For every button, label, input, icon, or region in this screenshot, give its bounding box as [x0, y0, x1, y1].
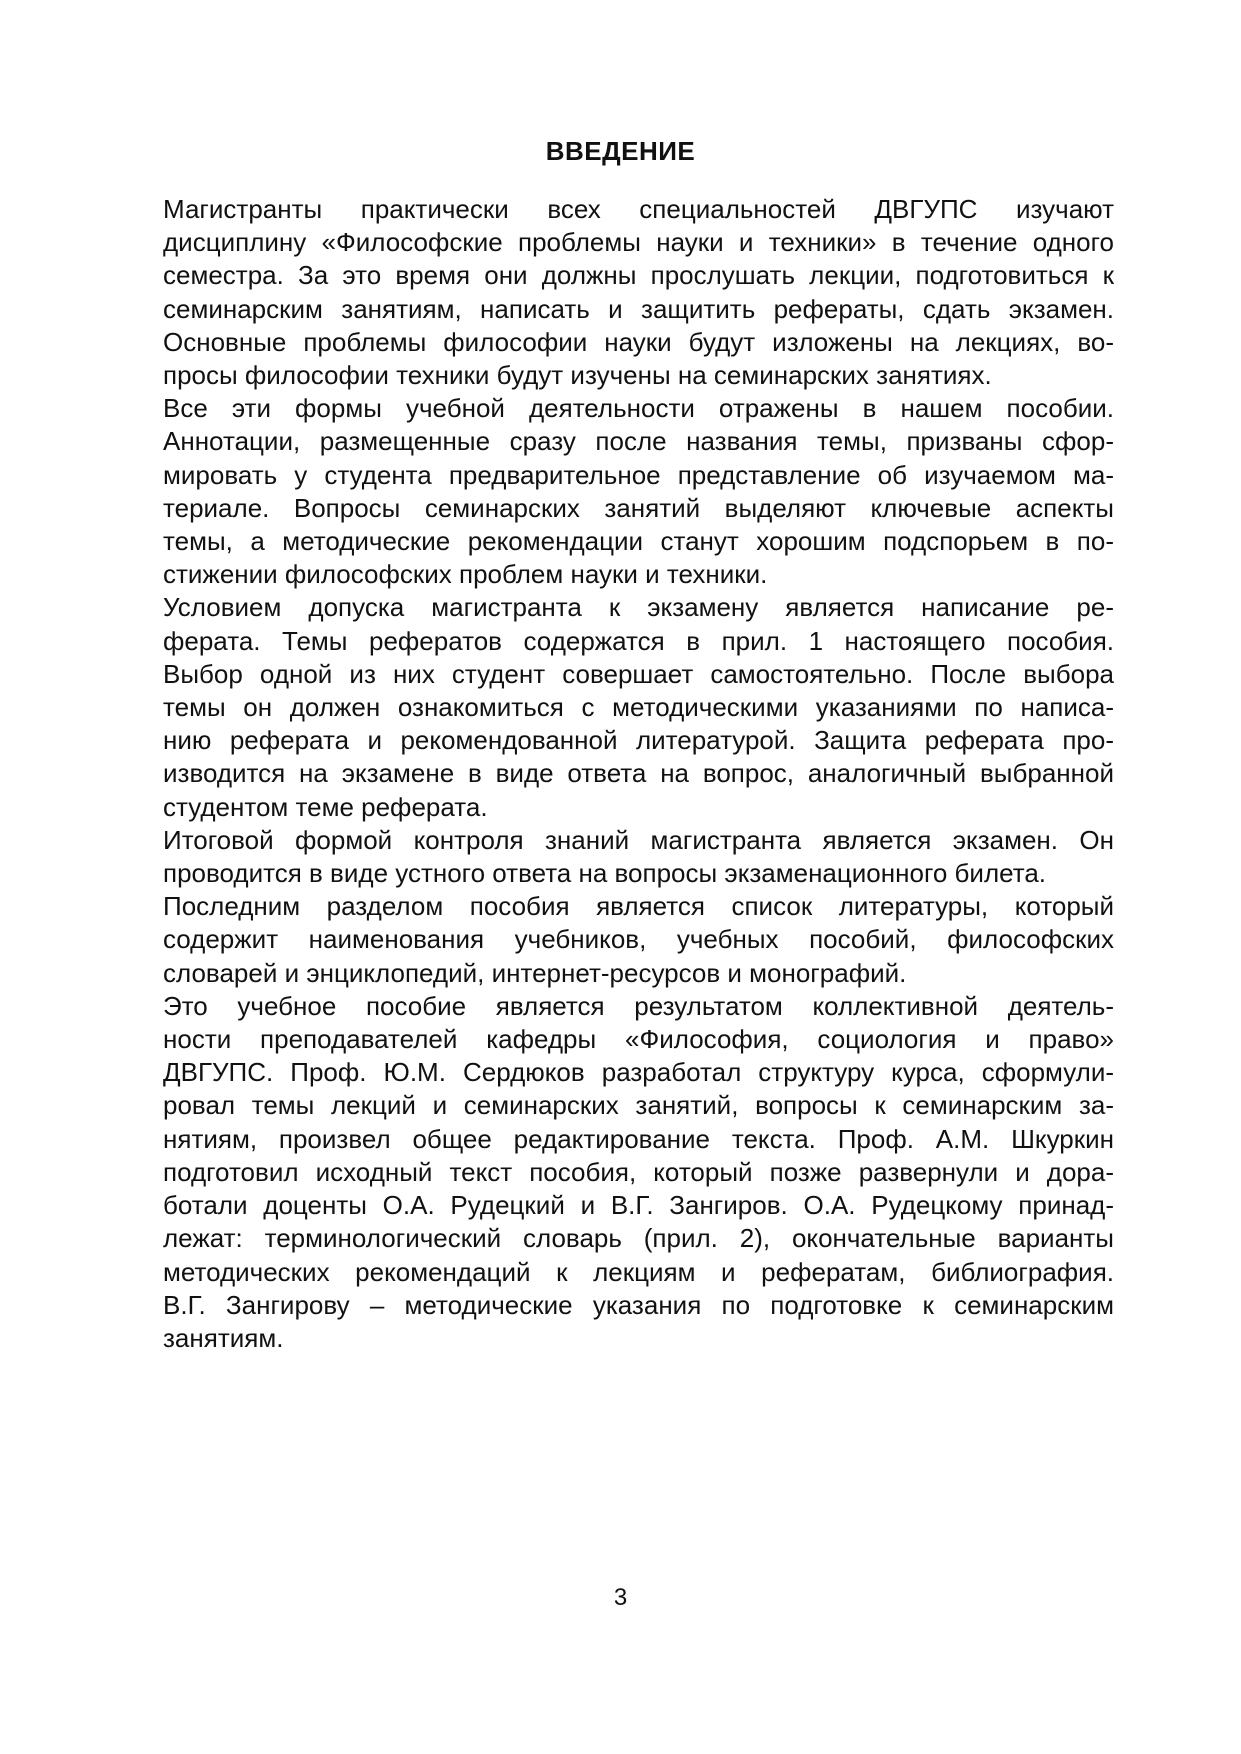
text-line: Итоговой формой контроля знаний магистранта является экзамен. Он [163, 824, 1114, 855]
text-line: нию реферата и рекомендованной литературой. Защита реферата про- [163, 725, 1114, 756]
text-line: В.Г. Зангирову – методические указания по подготовке к семинарским [163, 1289, 1114, 1320]
text-line: лежат: терминологический словарь (прил. 2), окончательные варианты [163, 1223, 1114, 1254]
text-line: ДВГУПС. Проф. Ю.М. Сердюков разработал структуру курса, сформули- [163, 1057, 1114, 1088]
text-line: мировать у студента предварительное представление об изучаемом ма- [163, 459, 1114, 490]
text-line: словарей и энциклопедий, интернет-ресурсов и монографий. [163, 957, 907, 988]
text-line: ности преподавателей кафедры «Философия, социология и право» [163, 1024, 1114, 1055]
text-line: занятиям. [163, 1322, 284, 1353]
text-line: студентом теме реферата. [163, 791, 488, 822]
text-line: ботали доценты О.А. Рудецкий и В.Г. Зангиров. О.А. Рудецкому принад- [163, 1190, 1114, 1221]
text-line: подготовил исходный текст пособия, который позже развернули и дора- [163, 1156, 1114, 1187]
text-line: проводится в виде устного ответа на вопросы экзаменационного билета. [163, 858, 1047, 889]
text-line: Выбор одной из них студент совершает самостоятельно. После выбора [163, 658, 1114, 689]
paragraph-4 [117, 824, 1114, 890]
text-line: ровал темы лекций и семинарских занятий, вопросы к семинарским за- [163, 1090, 1114, 1121]
text-line: содержит наименования учебников, учебных пособий, философских [163, 924, 1114, 955]
text-line: стижении философских проблем науки и техники. [163, 559, 768, 590]
text-line: Условием допуска магистранта к экзамену является написание ре- [163, 592, 1114, 623]
text-line: дисциплину «Философские проблемы науки и техники» в течение одного [163, 227, 1114, 258]
body-text [117, 193, 1114, 1355]
paragraph-6 [117, 990, 1114, 1355]
paragraph-5 [117, 890, 1114, 990]
paragraph-3 [117, 591, 1114, 823]
text-line: Магистранты практически всех специальностей ДВГУПС изучают [163, 194, 1114, 224]
text-line: методических рекомендаций к лекциям и рефератам, библиография. [163, 1256, 1114, 1287]
text-line: нятиям, произвел общее редактирование текста. Проф. А.М. Шкуркин [163, 1123, 1114, 1154]
text-line: териале. Вопросы семинарских занятий выделяют ключевые аспекты [163, 492, 1114, 523]
paragraph-1 [117, 193, 1114, 392]
paragraph-2 [117, 392, 1114, 591]
text-line: изводится на экзамене в виде ответа на вопрос, аналогичный выбранной [163, 758, 1114, 789]
section-title: ВВЕДЕНИЕ [545, 136, 696, 166]
page-number: 3 [613, 1584, 628, 1611]
text-line: семестра. За это время они должны прослушать лекции, подготовиться к [163, 260, 1114, 291]
text-line: семинарским занятиям, написать и защитить рефераты, сдать экзамен. [163, 293, 1114, 324]
text-line: ферата. Темы рефератов содержатся в прил. 1 настоящего пособия. [163, 625, 1114, 656]
text-line: Это учебное пособие является результатом коллективной деятель- [163, 990, 1114, 1021]
text-line: просы философии техники будут изучены на семинарских занятиях. [163, 360, 992, 391]
text-line: темы, а методические рекомендации станут хорошим подспорьем в по- [163, 526, 1114, 557]
text-line: Аннотации, размещенные сразу после названия темы, призваны сфор- [163, 426, 1114, 457]
text-line: Все эти формы учебной деятельности отражены в нашем пособии. [163, 393, 1114, 424]
text-line: темы он должен ознакомиться с методическими указаниями по написа- [163, 692, 1114, 723]
text-line: Последним разделом пособия является список литературы, который [163, 891, 1114, 922]
text-line: Основные проблемы философии науки будут изложены на лекциях, во- [163, 326, 1114, 357]
